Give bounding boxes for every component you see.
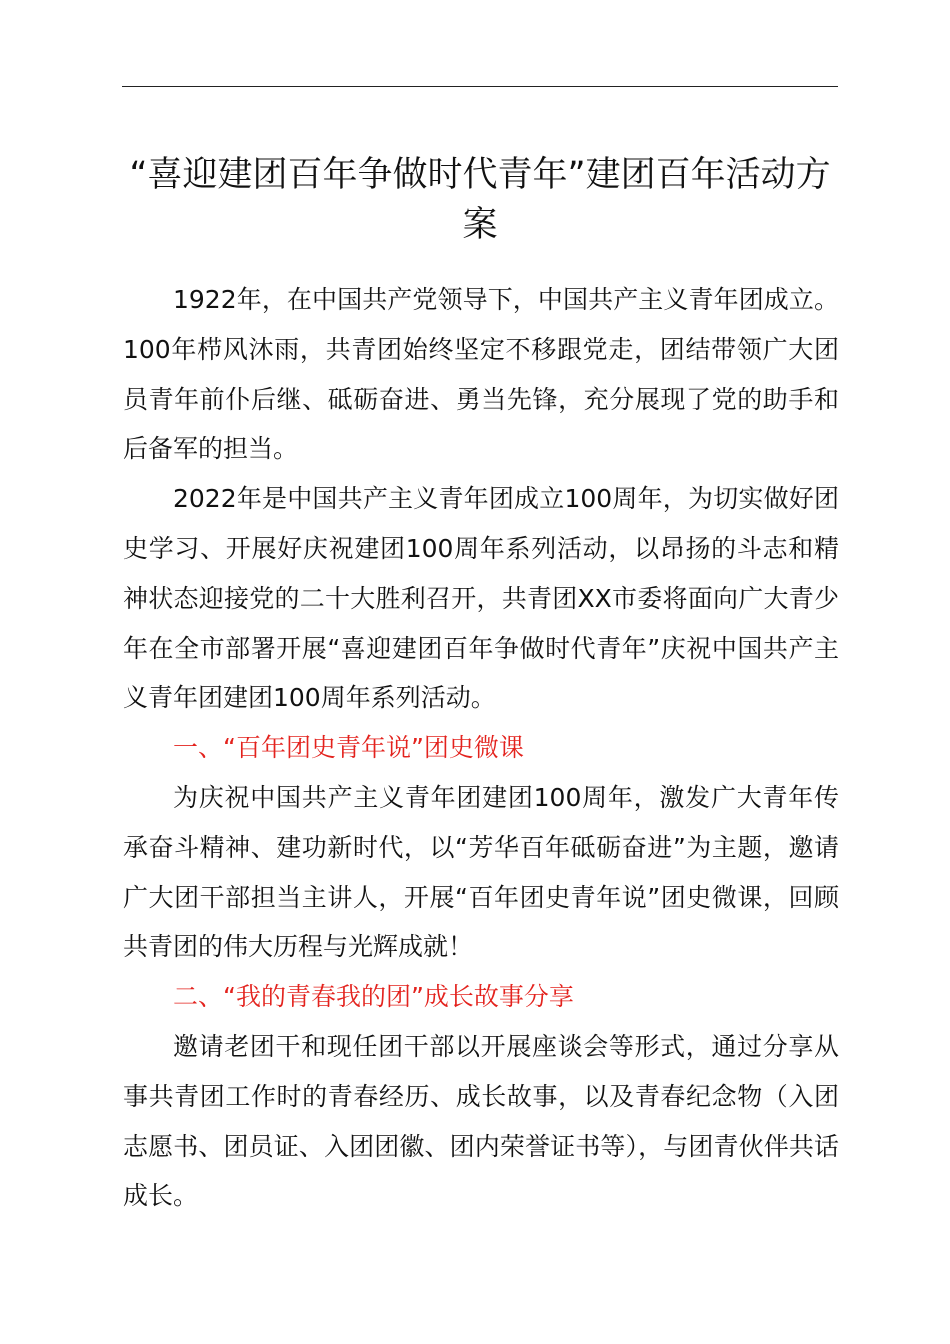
section-body-1: 为庆祝中国共产主义青年团建团100周年，激发广大青年传承奋斗精神、建功新时代，以“芳华百年砥砺奋进”为主题，邀请广大团干部担当主讲人，开展“百年团史青年说”团史微课，回顾共青团的伟大历程与光辉成就！: [123, 782, 839, 962]
document-title: “喜迎建团百年争做时代青年”建团百年活动方案: [129, 155, 831, 245]
intro-paragraph-1: 1922年，在中国共产党领导下，中国共产主义青年团成立。100年栉风沐雨，共青团始终坚定不移跟党走，团结带领广大团员青年前仆后继、砥砺奋进、勇当先锋，充分展现了党的助手和后备军的担当。: [123, 285, 839, 464]
section-heading-1: 一、“百年团史青年说”团史微课: [173, 733, 524, 763]
section-body-2: 邀请老团干和现任团干部以开展座谈会等形式，通过分享从事共青团工作时的青春经历、成长故事，以及青春纪念物（入团志愿书、团员证、入团团徽、团内荣誉证书等），与团青伙伴共话成长。: [123, 1031, 839, 1211]
intro-paragraph-2: 2022年是中国共产主义青年团成立100周年，为切实做好团史学习、开展好庆祝建团100周年系列活动，以昂扬的斗志和精神状态迎接党的二十大胜利召开，共青团XX市委将面向广大青少年在全市部署开展“喜迎建团百年争做时代青年”庆祝中国共产主义青年团建团100周年系列活动。: [123, 484, 839, 713]
section-heading-2: 二、“我的青春我的团”成长故事分享: [173, 982, 574, 1012]
document-body: [123, 275, 839, 1221]
header-rule: [122, 86, 838, 87]
